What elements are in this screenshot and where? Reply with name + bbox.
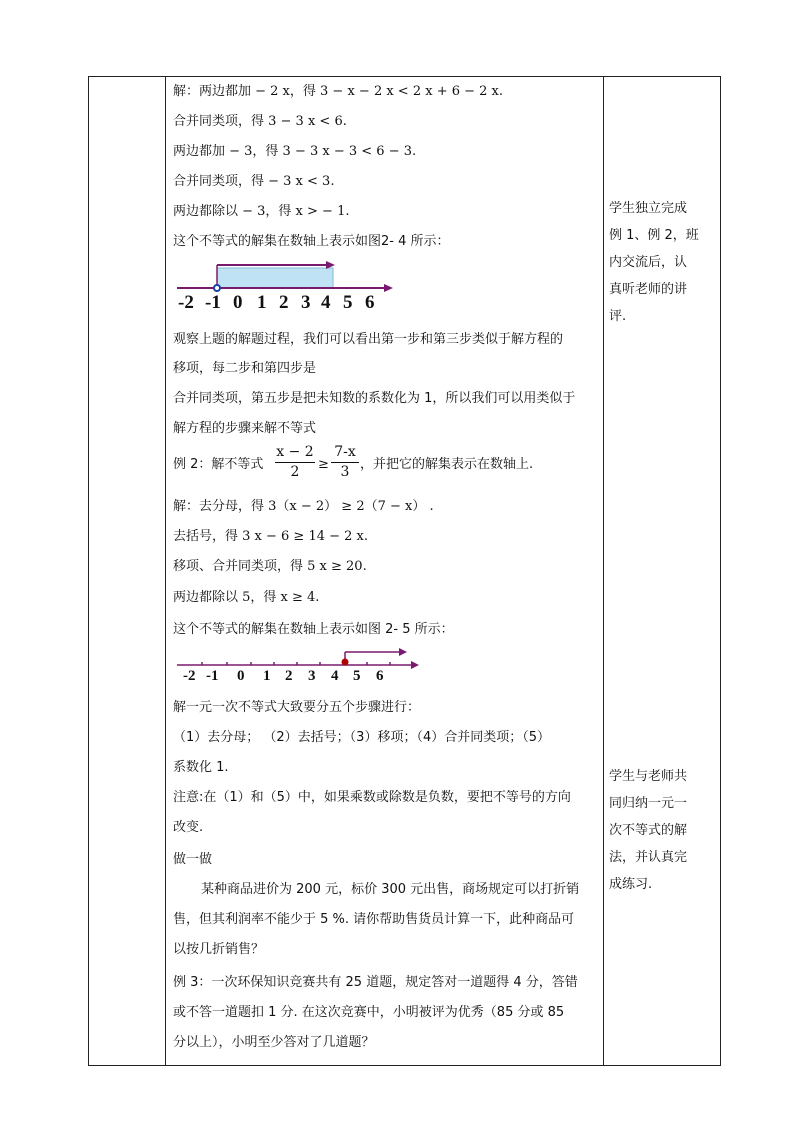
example-3-line-1: 例 3：一次环保知识竞赛共有 25 道题，规定答对一道题得 4 分，答错 — [173, 975, 578, 990]
tick-label: -1 — [205, 292, 221, 313]
note-line-2: 改变. — [173, 820, 204, 835]
fraction-right-numerator: 7-x — [334, 444, 356, 460]
table-border-right — [720, 76, 721, 1066]
observation-line-1: 观察上题的解题过程，我们可以看出第一步和第三步类似于解方程的 — [173, 332, 564, 347]
example-3-line-3: 分以上），小明至少答对了几道题？ — [173, 1035, 375, 1050]
axis-arrow — [411, 661, 419, 669]
note-line: 同归纳一元一 — [609, 796, 688, 811]
observation-line-4: 解方程的步骤来解不等式 — [173, 421, 317, 436]
open-circle — [214, 285, 220, 291]
table-border-bottom — [88, 1065, 721, 1066]
fraction-left — [275, 444, 315, 480]
table-border-top — [88, 76, 721, 77]
tick-label: 3 — [301, 292, 311, 313]
tick-label: 0 — [233, 292, 243, 313]
tick-label: 1 — [257, 292, 267, 313]
note-line: 法，并认真完 — [609, 850, 688, 865]
example-3-line-2: 或不答一道题扣 1 分. 在这次竞赛中，小明被评为优秀（85 分或 85 — [173, 1005, 565, 1020]
steps-summary-list-cont: 系数化 1. — [173, 760, 229, 775]
activity-heading: 做一做 — [173, 852, 213, 867]
problem-line-2: 售，但其利润率不能少于 5 %. 请你帮助售货员计算一下，此种商品可 — [173, 912, 575, 927]
number-line-fig-2-4 — [173, 260, 403, 316]
student-activity-note-1 — [609, 195, 717, 330]
solution-shade — [217, 268, 333, 288]
observation-line-2: 移项，每二步和第四步是 — [173, 361, 317, 376]
fraction-left-numerator: x − 2 — [276, 444, 314, 460]
tick-label: 6 — [365, 292, 375, 313]
note-line: 成练习. — [609, 877, 653, 892]
tick-label: -1 — [206, 668, 219, 684]
example-2-step-1: 解：去分母，得 3（x − 2） ≥ 2（7 − x） . — [173, 499, 434, 514]
observation-line-3: 合并同类项，第五步是把未知数的系数化为 1，所以我们可以用类似于 — [173, 391, 576, 406]
tick-label: 2 — [279, 292, 289, 313]
tick-label: -2 — [183, 668, 196, 684]
fraction-right — [331, 444, 359, 480]
solution-step-4: 合并同类项，得 − 3 x < 3. — [173, 174, 335, 189]
table-divider-2 — [603, 76, 604, 1066]
note-line: 真听老师的讲 — [609, 282, 688, 297]
example-2-step-2: 去括号，得 3 x − 6 ≥ 14 − 2 x. — [173, 529, 369, 544]
fraction-operator: ≥ — [318, 457, 329, 472]
note-line: 学生与老师共 — [609, 769, 688, 784]
note-line-1: 注意:在（1）和（5）中，如果乘数或除数是负数，要把不等号的方向 — [173, 790, 571, 805]
tick-label: -2 — [178, 292, 194, 313]
figure-2-5-caption: 这个不等式的解集在数轴上表示如图 2- 5 所示： — [173, 622, 454, 637]
solution-arrow — [399, 648, 407, 656]
table-divider-1 — [165, 76, 166, 1066]
note-line: 评. — [609, 309, 627, 324]
note-line: 学生独立完成 — [609, 201, 688, 216]
solution-step-5: 两边都除以 − 3，得 x > − 1. — [173, 204, 350, 219]
problem-line-1: 某种商品进价为 200 元，标价 300 元出售，商场规定可以打折销 — [201, 882, 580, 897]
figure-2-4-caption: 这个不等式的解集在数轴上表示如图2- 4 所示： — [173, 234, 450, 249]
fraction-left-denominator: 2 — [275, 462, 315, 480]
solution-step-1: 解：两边都加 − 2 x，得 3 − x − 2 x < 2 x + 6 − 2 x. — [173, 84, 504, 99]
solution-step-2: 合并同类项，得 3 − 3 x < 6. — [173, 114, 347, 129]
tick-label: 6 — [376, 668, 384, 684]
fraction-right-denominator: 3 — [331, 462, 359, 480]
example-2-instruction: ，并把它的解集表示在数轴上. — [360, 457, 534, 472]
table-border-left — [88, 76, 89, 1066]
tick-label: 3 — [308, 668, 316, 684]
tick-label: 4 — [331, 668, 339, 684]
steps-summary-list: （1）去分母； （2）去括号；（3）移项；（4）合并同类项；（5） — [173, 730, 550, 745]
solution-step-3: 两边都加 − 3，得 3 − 3 x − 3 < 6 − 3. — [173, 144, 417, 159]
axis-arrow — [384, 284, 393, 292]
tick-label: 4 — [321, 292, 331, 313]
example-2-step-3: 移项、合并同类项，得 5 x ≥ 20. — [173, 559, 367, 574]
tick-label: 5 — [343, 292, 353, 313]
steps-summary-title: 解一元一次不等式大致要分五个步骤进行： — [173, 700, 421, 715]
example-2-label: 例 2：解不等式 — [173, 457, 264, 472]
tick-label: 1 — [263, 668, 271, 684]
tick-label: 2 — [285, 668, 293, 684]
student-activity-note-2 — [609, 763, 717, 898]
note-line: 例 1、例 2，班 — [609, 228, 699, 243]
number-line-fig-2-5 — [173, 644, 433, 690]
problem-line-3: 以按几折销售？ — [173, 942, 265, 957]
note-line: 内交流后，认 — [609, 255, 688, 270]
example-2-step-4: 两边都除以 5，得 x ≥ 4. — [173, 590, 320, 605]
tick-label: 0 — [237, 668, 245, 684]
closed-dot — [342, 659, 349, 666]
tick-label: 5 — [353, 668, 361, 684]
note-line: 次不等式的解 — [609, 823, 688, 838]
